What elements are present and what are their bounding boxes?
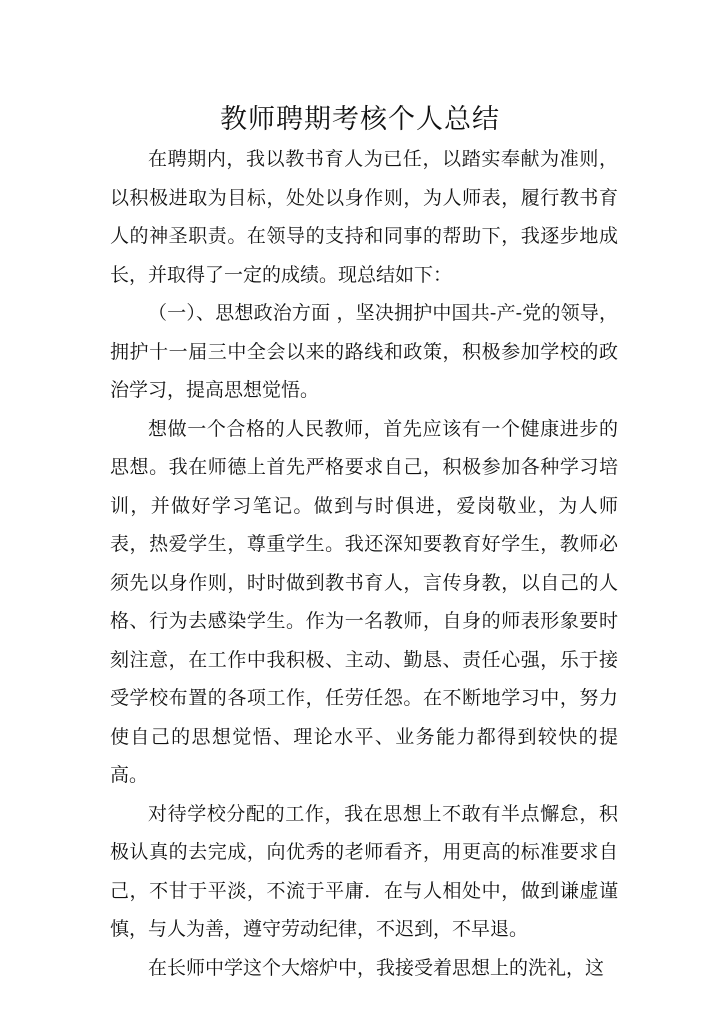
paragraph-intro: 在聘期内，我以教书育人为已任，以踏实奉献为准则，以积极进取为目标，处处以身作则，为人师表，履行教书育人的神圣职责。在领导的支持和同事的帮助下，我逐步地成长，并取得了一定的成绩。现总结如下： — [110, 148, 618, 286]
document-body — [110, 140, 618, 987]
paragraph-work-attitude: 对待学校分配的工作，我在思想上不敢有半点懈怠，积极认真的去完成，向优秀的老师看齐，用更高的标准要求自己，不甘于平淡，不流于平庸．在与人相处中，做到谦虚谨慎，与人为善，遵守劳动纪律，不迟到，不早退。 — [110, 802, 618, 940]
paragraph-political: （一）、思想政治方面 ，坚决拥护中国共-产-党的领导，拥护十一届三中全会以来的路线和政策，积极参加学校的政治学习，提高思想觉悟。 — [110, 302, 618, 401]
paragraph-ethics: 想做一个合格的人民教师，首先应该有一个健康进步的思想。我在师德上首先严格要求自己，积极参加各种学习培训，并做好学习笔记。做到与时俱进，爱岗敬业，为人师表，热爱学生，尊重学生。我还深知要教育好学生，教师必须先以身作则，时时做到教书育人，言传身教，以自己的人格、行为去感染学生。作为一名教师，自身的师表形象要时刻注意，在工作中我积极、主动、勤恳、责任心强，乐于接受学校布置的各项工作，任劳任怨。在不断地学习中，努力使自己的思想觉悟、理论水平、业务能力都得到较快的提高。 — [110, 417, 618, 786]
document-title: 教师聘期考核个人总结 — [220, 104, 500, 136]
paragraph-school: 在长师中学这个大熔炉中，我接受着思想上的洗礼，这 — [148, 956, 605, 979]
